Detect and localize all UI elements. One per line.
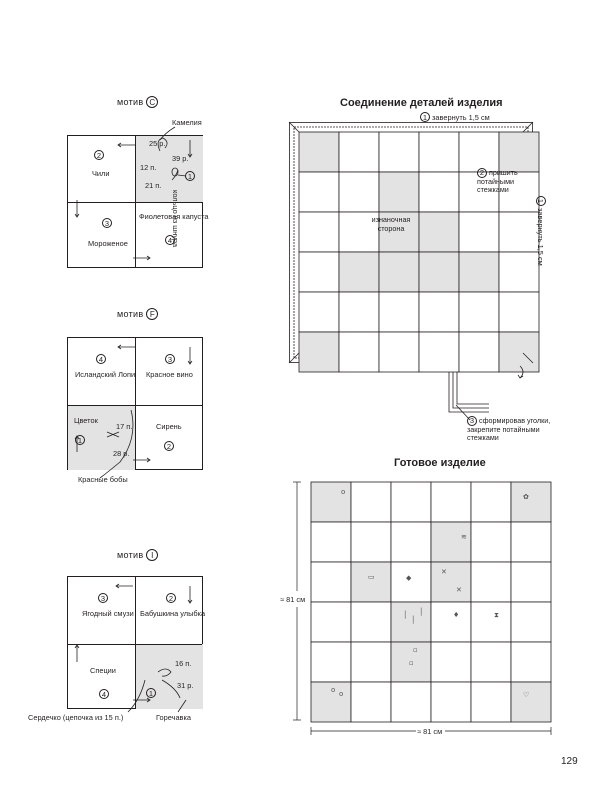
motif-f-br-number: 2 xyxy=(164,441,174,451)
motif-f-bl-number: 1 xyxy=(75,435,85,445)
finished-width-label: ≈ 81 см xyxy=(417,727,443,736)
motif-c-count-39: 39 р. xyxy=(172,154,189,163)
motif-i-gentian-label: Горечавка xyxy=(156,713,191,722)
finished-decoration-icon: ⧗ xyxy=(494,611,499,619)
finished-decoration-icon: ✿ xyxy=(523,493,529,501)
finished-decoration-icon: o xyxy=(341,488,346,496)
finished-decoration-icon: │ xyxy=(403,611,408,619)
motif-c-br-name: Фиолетовая капуста xyxy=(139,212,209,221)
motif-c-title: мотив C xyxy=(117,96,158,108)
motif-c-top-label: Камелия xyxy=(172,118,202,127)
motif-f-tr-number: 3 xyxy=(165,354,175,364)
motif-i-count-31: 31 р. xyxy=(177,681,194,690)
motif-c-count-12: 12 п. xyxy=(140,163,157,172)
motif-i-count-16: 16 п. xyxy=(175,659,192,668)
motif-c-count-21: 21 п. xyxy=(145,181,162,190)
motif-c-tl-name: Чили xyxy=(92,169,110,178)
motif-c-side-label: кольцо из шнура xyxy=(171,190,180,248)
motif-f-br-name: Сирень xyxy=(156,422,182,431)
motif-c-bl-name: Мороженое xyxy=(88,239,128,248)
finished-decoration-icon: ≋ xyxy=(461,533,467,541)
finished-decoration-icon: ▭ xyxy=(368,573,375,581)
motif-i-heart-label: Сердечко (цепочка из 15 п.) xyxy=(28,713,124,722)
motif-i-bl-name: Специи xyxy=(90,666,116,675)
motif-i-letter: I xyxy=(146,549,158,561)
assembly-title: Соединение деталей изделия xyxy=(340,97,503,109)
motif-f-count-17: 17 п. xyxy=(116,422,133,431)
motif-f-tl-number: 4 xyxy=(96,354,106,364)
finished-decoration-icon: ▫ xyxy=(409,659,414,667)
motif-c-br-number: 4 xyxy=(165,235,175,245)
finished-decoration-icon: │ xyxy=(411,616,416,624)
motif-f-tl-name: Исландский Лопи xyxy=(75,370,136,379)
page-number: 129 xyxy=(561,756,578,767)
motif-f-tr-name: Красное вино xyxy=(146,370,193,379)
finished-decoration-icon: ♦ xyxy=(453,611,460,619)
motif-i-title: мотив I xyxy=(117,549,158,561)
assembly-right-note1: 2 пришить потайными стежками xyxy=(477,167,518,194)
finished-decoration-icon: o xyxy=(339,690,344,698)
motif-c-letter: C xyxy=(146,96,158,108)
motif-f-title: мотив F xyxy=(117,308,158,320)
motif-c-tl-number: 2 xyxy=(94,150,104,160)
motif-i-tr-number: 2 xyxy=(166,593,176,603)
motif-i-bl-number: 4 xyxy=(99,689,109,699)
motif-c-tr-number: 1 xyxy=(185,171,195,181)
motif-f-count-28: 28 р. xyxy=(113,449,130,458)
assembly-right-note2: 1 завернуть 1,5 см xyxy=(536,196,546,266)
motif-i-tr-name: Бабушкина улыбка xyxy=(140,609,206,618)
assembly-center-label: изнаночная сторона xyxy=(371,215,411,233)
finished-decoration-icon: ✕ xyxy=(441,568,447,576)
assembly-corner-note: 3 сформировав уголки, закрепите потайными стежками xyxy=(467,415,551,442)
finished-decoration-icon: ◆ xyxy=(406,574,412,582)
motif-c-bl-number: 3 xyxy=(102,218,112,228)
finished-height-label: ≈ 81 см xyxy=(280,595,306,604)
finished-decoration-icon: │ xyxy=(419,608,424,616)
finished-title: Готовое изделие xyxy=(394,457,486,469)
finished-decoration-icon: ♡ xyxy=(523,691,530,699)
motif-f-letter: F xyxy=(146,308,158,320)
assembly-top-note: 1 завернуть 1,5 см xyxy=(420,112,490,122)
motif-i-tl-name: Ягодный смузи xyxy=(82,609,134,618)
finished-decoration-icon: o xyxy=(331,686,336,694)
motif-f-bottom-label: Красные бобы xyxy=(78,475,128,484)
finished-decoration-icon: ▫ xyxy=(413,646,418,654)
motif-f-bl-name: Цветок xyxy=(74,416,98,425)
motif-c-count-25: 25 р. xyxy=(149,139,166,148)
finished-decoration-icon: ✕ xyxy=(456,586,462,594)
motif-i-br-number: 1 xyxy=(146,688,156,698)
motif-i-tl-number: 3 xyxy=(98,593,108,603)
